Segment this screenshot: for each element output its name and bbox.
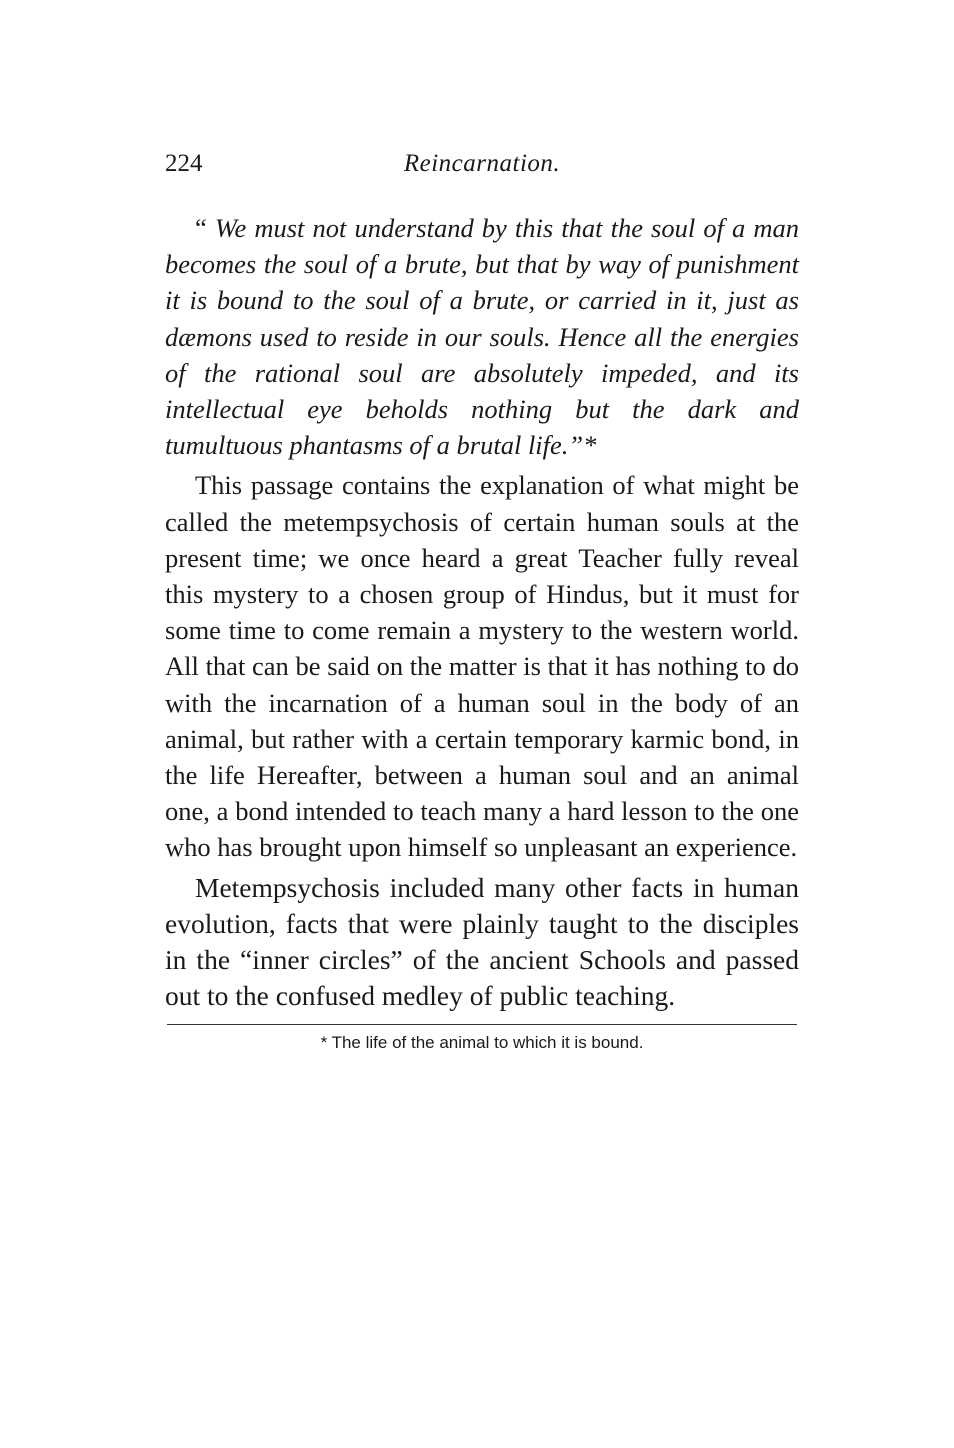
quote-part-c: by this that the soul of a man becomes the soul of a brute, but that by way of punishment it is bound to the soul of a brute, or carried in it, just as dæmons used to reside in our souls. Hence all the energies of the rational soul are absolutely bbox=[165, 213, 800, 388]
quote-part-e: , and its intellectual eye beholds nothing but the dark and tumultuous phantasms of a brutal life.”* bbox=[165, 357, 799, 461]
running-title: Reincarnation. bbox=[403, 150, 561, 177]
body-text bbox=[165, 210, 799, 1014]
paragraph-metempsychosis: Metempsychosis included many other facts in human evolution, facts that were plainly taught to the disciples in the “inner circles” of the ancient Schools and passed out to the confused medley of public teaching. bbox=[165, 871, 799, 1012]
quote-part-a: We bbox=[214, 213, 255, 243]
paragraph-explanation: This passage contains the explanation of what might be called the metempsychosis of certain human souls at the present time; we once heard a great Teacher fully reveal this mystery to a chosen group of Hindus, but it must for some time to come remain a mystery to the western world. All that can be said on the matter is that it has nothing to do with the incarnation of a human soul in the body of an animal, but rather with a certain temporary karmic bond, in the life Hereafter, between a human soul and an animal one, a bond intended to teach many a hard lesson to the one who has brought upon himself so unpleasant an experience. bbox=[165, 470, 799, 863]
footnote-divider bbox=[167, 1024, 797, 1025]
quote-part-b: must not understand bbox=[254, 213, 474, 243]
page-header bbox=[165, 150, 799, 190]
paragraph-quote bbox=[165, 210, 799, 463]
page-number: 224 bbox=[165, 150, 203, 177]
book-page bbox=[165, 150, 799, 1053]
quote-part-d: impeded bbox=[601, 357, 691, 388]
quote-open: “ bbox=[195, 213, 215, 243]
footnote: * The life of the animal to which it is bound. bbox=[320, 1033, 644, 1053]
